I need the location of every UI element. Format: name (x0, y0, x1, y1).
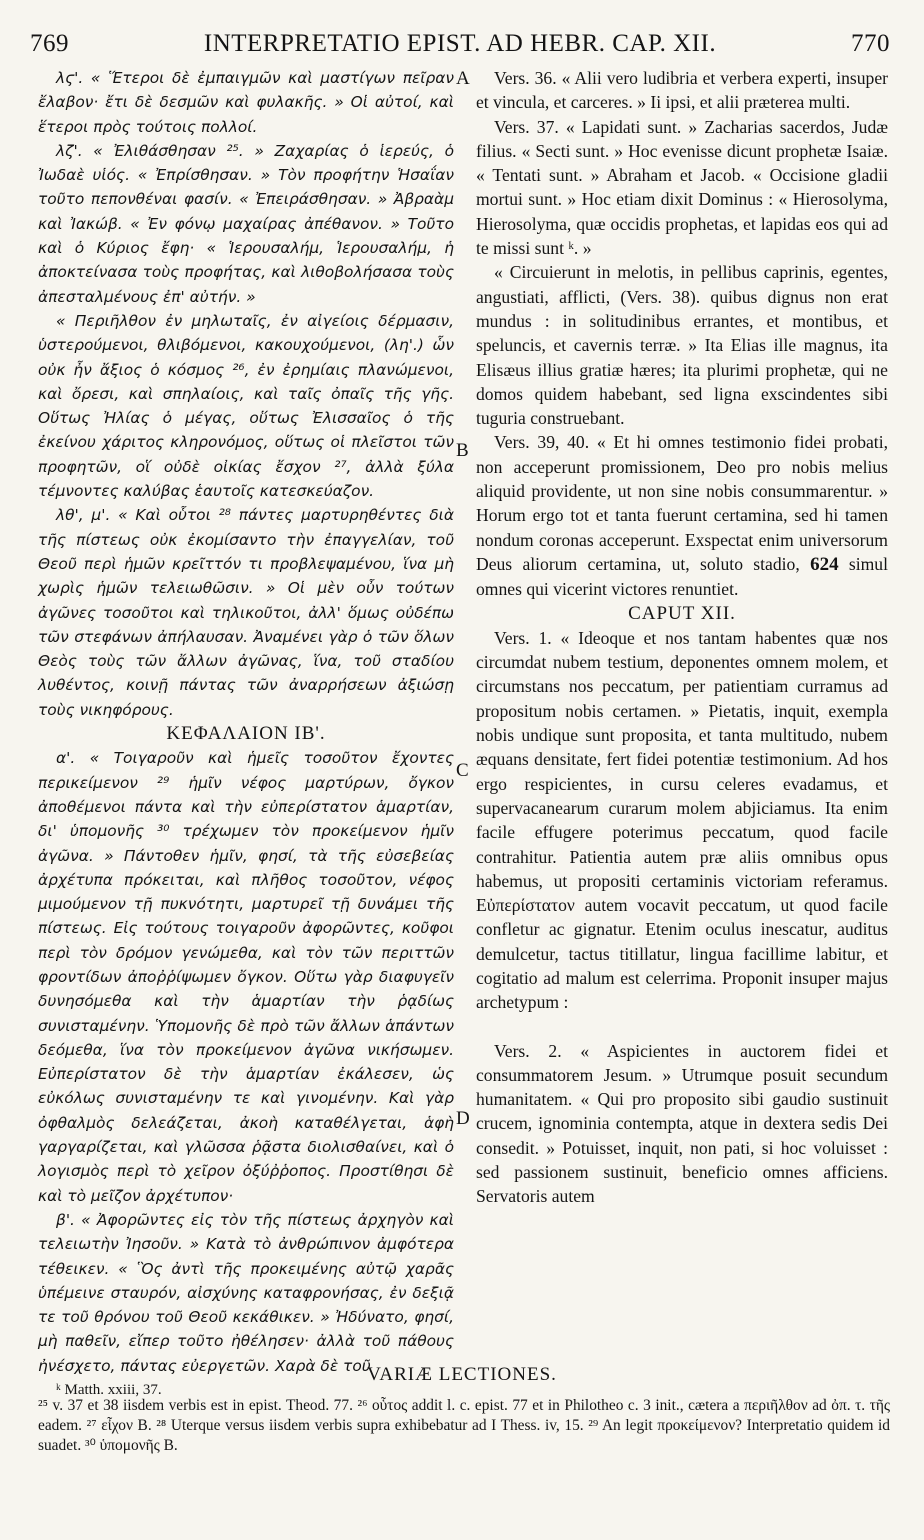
footnote: ᵏ Matth. xxiii, 37. (56, 1382, 162, 1399)
greek-paragraph-39-40: λθ', μ'. « Καὶ οὗτοι ²⁸ πάντες μαρτυρηθέντες διὰ τῆς πίστεως οὐκ ἐκομίσαντο τὴν ἐπαγγελίαν, τοῦ Θεοῦ περὶ ἡμῶν κρεῖττόν τι προβλεψαμένου, ἵνα μὴ χωρὶς ἡμῶν τελειωθῶσιν. » Οἱ μὲν οὖν τούτων ἀγῶνες τοσοῦτοι καὶ τηλικοῦτοι, ἀλλ' ὅμως οὐδέπω τῶν στεφάνων ἀπήλαυσαν. Ἀναμένει γὰρ ὁ τῶν ὅλων Θεὸς τοὺς τῶν ἄλλων ἀγῶνας, ἵνα, τοῦ σταδίου λυθέντος, κοινῇ πάντας τῶν ἀναρρήσεων ἀξιώσῃ τοὺς νικηφόρους. (38, 506, 454, 719)
variae-lectiones-text: ²⁵ v. 37 et 38 iisdem verbis est in epist. Theod. 77. ²⁶ οὗτος addit l. c. epist. 77 et in Philotheo c. 3 init., cætera a περιῆλθον ad ὀπ. τ. τῆς eadem. ²⁷ εἶχον B. ²⁸ Uterque versus iisdem verbis supra exhibebatur ad I Thess. iv, 15. ²⁹ An legit προκείμενον? Interpretatio quidem id suadet. ³⁰ ὑπομονῆς B. (38, 1397, 890, 1454)
latin-paragraph-36: Vers. 36. « Alii vero ludibria et verbera experti, insuper et vincula, et carceres. » Ii ipsi, et alii præterea multi. (476, 68, 888, 113)
margin-marker-c: C (456, 760, 469, 781)
latin-paragraph-39-40 (476, 430, 888, 601)
latin-paragraph-39-40-end: simul omnes qui vicerint victores renuntiet. (476, 553, 888, 600)
margin-marker-b: B (456, 440, 469, 461)
margin-marker-d: D (456, 1108, 470, 1129)
migne-column-number: 624 (810, 553, 839, 575)
variae-lectiones-heading: VARIÆ LECTIONES. (367, 1364, 557, 1385)
greek-paragraph-12-1: α'. « Τοιγαροῦν καὶ ἡμεῖς τοσοῦτον ἔχοντες περικείμενον ²⁹ ἡμῖν νέφος μαρτύρων, ὄγκον ἀποθέμενοι πάντα καὶ τὴν εὐπερίστατον ἁμαρτίαν, δι' ὑπομονῆς ³⁰ τρέχωμεν τὸν προκείμενον ἡμῖν ἀγῶνα. » Πάντοθεν ἡμῖν, φησί, τὰ τῆς εὐσεβείας ἀρχέτυπα πρόκειται, καὶ πλῆθος τοσοῦτον, νέφος μιμούμενον τῇ πυκνότητι, μαρτυρεῖ τῇ δυνάμει τῆς πίστεως. Εἰς τούτους τοιγαροῦν ἀφορῶντες, κοῦφοι περὶ τὸν δρόμον γενώμεθα, καὶ τὸν τῶν περιττῶν φροντίδων ἀποῤῥίψωμεν ὄγκον. Οὕτω γὰρ διαφυγεῖν δυνησόμεθα καὶ τὴν ἁμαρτίαν τὴν ῥᾳδίως συνισταμένην. Ὑπομονῆς δὲ πρὸ τῶν ἄλλων ἁπάντων δεόμεθα, ἵνα τὸν προκείμενον ἀγῶνα νικήσωμεν. Εὐπερίστατον δὲ τὴν ἁμαρτίαν ἐκάλεσεν, ὡς εὐκόλως συνισταμένην τε καὶ γινομένην. Καὶ γὰρ ὀφθαλμὸς δελεάζεται, ἀκοὴ καταθέλγεται, ἁφὴ γαργαρίζεται, καὶ γλῶσσα ῥᾷστα διολισθαίνει, καὶ ὁ λογισμὸς περὶ τὸ χεῖρον ὀξύῤῥοπος. Προστίθησι δὲ καὶ τὸ μεῖζον ἀρχέτυπον· (38, 749, 454, 1205)
greek-paragraph-38: « Περιῆλθον ἐν μηλωταῖς, ἐν αἰγείοις δέρμασιν, ὑστερούμενοι, θλιβόμενοι, κακουχούμενοι, (λη'.) ὧν οὐκ ἦν ἄξιος ὁ κόσμος ²⁶, ἐν ἐρημίαις πλανώμενοι, καὶ ὄρεσι, καὶ σπηλαίοις, καὶ ταῖς ὀπαῖς τῆς γῆς. Οὕτως Ἠλίας ὁ μέγας, οὕτως Ἐλισσαῖος ὁ τῆς ἐκείνου χάριτος κληρονόμος, οὕτως οἱ πλεῖστοι τῶν προφητῶν, οἵ οὐδὲ οἰκίας ἔσχον ²⁷, ἀλλὰ ξύλα τέμνοντες καλύβας ἑαυτοῖς κατεσκεύαζον. (38, 311, 454, 501)
latin-paragraph-37: Vers. 37. « Lapidati sunt. » Zacharias sacerdos, Judæ filius. « Secti sunt. » Hoc evenisse dicunt prophetæ Isaiæ. « Tentati sunt. » Abraham et Jacob. « Occisione gladii mortui sunt. » Hoc etiam dixit Dominus : « Hierosolyma, Hierosolyma, quæ occidis prophetas, et lapidas eos qui ad te missi sunt ᵏ. » (476, 116, 888, 259)
paragraph-gap (476, 1015, 888, 1039)
latin-paragraph-39-40-text: Vers. 39, 40. « Et hi omnes testimonio fidei probati, non acceperunt promissionem, Deo pro nobis melius aliquid providente, ut non sine nobis consummarentur. » Horum ergo tot et tanta fuerunt certamina, sed hi tamen nondum coronas acceperunt. Exspectat enim universorum Deus aliorum certamina, ut, soluto stadio, (476, 432, 888, 574)
running-title: INTERPRETATIO EPIST. AD HEBR. CAP. XII. (203, 30, 717, 57)
latin-column (476, 66, 888, 1209)
page-number-left: 769 (30, 30, 69, 57)
latin-paragraph-12-2: Vers. 2. « Aspicientes in auctorem fidei et consummatorem Jesum. » Utrumque posuit secundum humanitatem. « Qui pro proposito sibi gaudio sustinuit crucem, ignominia contempta, atque in dextera sedis Dei consedit. » Potuisset, inquit, non pati, si hoc voluisset : sed passionem sustinuit, beneficio omnes afficiens. Servatoris autem (476, 1040, 888, 1207)
latin-paragraph-38: « Circuierunt in melotis, in pellibus caprinis, egentes, angustiati, afflicti, (Vers. 38). quibus dignus non erat mundus : in solitudinibus errantes, et montibus, et speluncis, et cavernis terræ. » Ita Elias ille magnus, ita Elisæus illius gratiæ hæres; ita plurimi prophetæ, qui ne domos quidem habebant, sed ligna exscindentes sibi tuguria construebant. (476, 262, 888, 429)
greek-paragraph-12-2: β'. « Ἀφορῶντες εἰς τὸν τῆς πίστεως ἀρχηγὸν καὶ τελειωτὴν Ἰησοῦν. » Κατὰ τὸ ἀνθρώπινον ἀμφότερα τέθεικεν. « Ὃς ἀντὶ τῆς προκειμένης αὐτῷ χαρᾶς ὑπέμεινε σταυρόν, αἰσχύνης καταφρονήσας, ἐν δεξιᾷ τε τοῦ θρόνου τοῦ Θεοῦ κεκάθικεν. » Ἠδύνατο, φησί, μὴ παθεῖν, εἴπερ τοῦτο ἠθέλησεν· ἀλλὰ τοῦ πάθους ἠνέσχετο, πάντας εὐεργετῶν. Χαρὰ δὲ τοῦ (38, 1210, 454, 1375)
greek-chapter-heading: ΚΕΦΑΛΑΙΟΝ ΙΒ'. (166, 723, 326, 745)
latin-chapter-heading: CAPUT XII. (628, 602, 736, 624)
latin-paragraph-12-1: Vers. 1. « Ideoque et nos tantam habentes quæ nos circumdat nubem testium, deponentes omnem molem, et circumstans nos peccatum, per patientiam curramus ad propositum nobis certamen. » Pietatis, inquit, exempla nobis undique sunt proposita, et tanta multitudo, nubem æquans densitate, fert fidei potentiæ testimonium. Ad hos ergo respicientes, in cursu celeres evadamus, et supervacanearum curarum molem abjiciamus. Ita enim facile effugere poterimus peccatum, quod facile contrahitur. Patientia autem præ aliis omnibus opus habemus, ut propositi certaminis victoriam referamus. Εὐπερίστατον autem vocavit peccatum, ut quod facile confletur ac gignatur. Etenim oculus inescatur, auditus demulcetur, tactus titillatur, lingua facillime labitur, et cogitatio ad malum est celerrima. Proponit insuper majus archetypum : (476, 627, 888, 1013)
page-number-right: 770 (851, 30, 890, 57)
greek-paragraph-36: λϛ'. « Ἕτεροι δὲ ἐμπαιγμῶν καὶ μαστίγων πεῖραν ἔλαβον· ἔτι δὲ δεσμῶν καὶ φυλακῆς. » Οἱ αὐτοί, καὶ ἕτεροι πρὸς τούτοις πολλοί. (38, 69, 454, 136)
page-header (30, 24, 890, 60)
margin-marker-a: A (456, 68, 470, 89)
greek-paragraph-37: λζ'. « Ἐλιθάσθησαν ²⁵. » Ζαχαρίας ὁ ἱερεύς, ὁ Ἰωδαὲ υἱός. « Ἐπρίσθησαν. » Τὸν προφήτην Ἡσαΐαν τοῦτο πεπονθέναι φασίν. « Ἐπειράσθησαν. » Ἀβραὰμ καὶ Ἰακώβ. « Ἐν φόνῳ μαχαίρας ἀπέθανον. » Τοῦτο καὶ ὁ Κύριος ἔφη· « Ἱερουσαλήμ, Ἱερουσαλήμ, ἡ ἀποκτείνασα τοὺς προφήτας, καὶ λιθοβολήσασα τοὺς ἀπεσταλμένους ἐπ' αὐτήν. » (38, 141, 454, 306)
greek-column (38, 66, 454, 1402)
